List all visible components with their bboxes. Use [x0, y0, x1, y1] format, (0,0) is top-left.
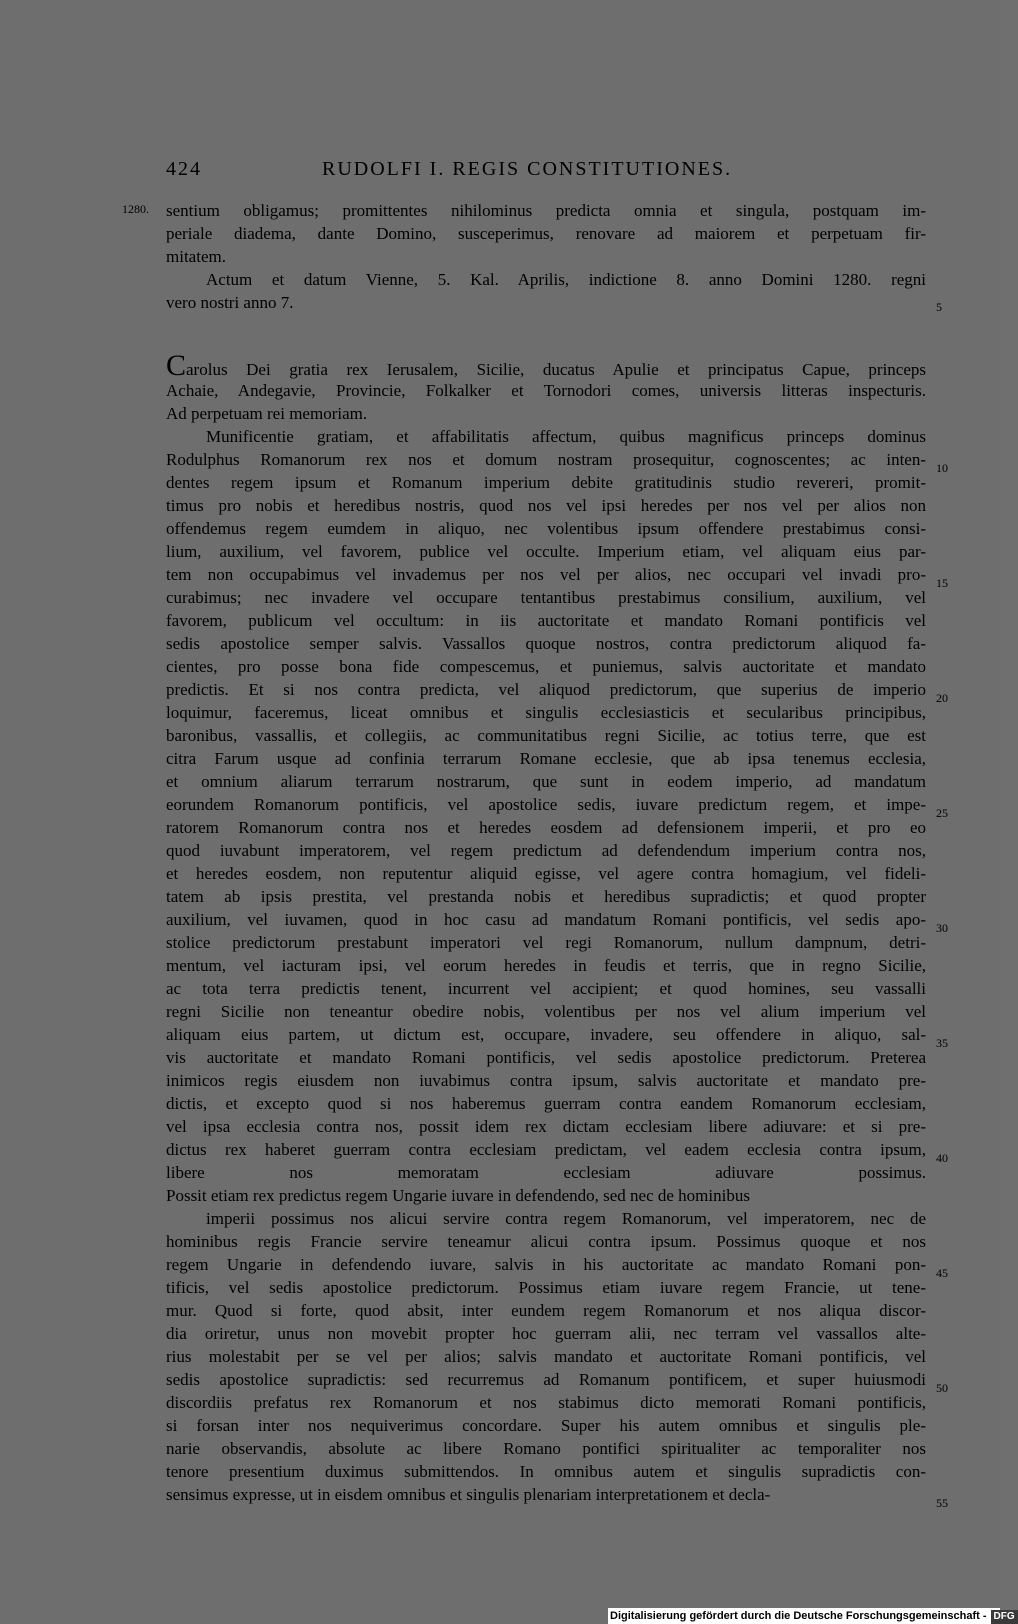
- digitization-footer: [608, 1608, 1015, 1624]
- line-number: 25: [936, 806, 948, 820]
- text-line: imperii possimus nos alicui servire contra regem Romanorum, vel imperatorem, nec de: [206, 1209, 926, 1228]
- text-line-body: arolus Dei gratia rex Ierusalem, Sicilie, ducatus Apulie et principatus Capue, princeps: [186, 360, 926, 379]
- text-line: mitatem.: [166, 247, 226, 266]
- text-line: libere nos memoratam ecclesiam adiuvare possimus.: [166, 1163, 926, 1182]
- page-header: [166, 158, 926, 186]
- footer-text: Digitalisierung gefördert durch die Deutsche Forschungsgemeinschaft -: [610, 1610, 987, 1622]
- text-line: sedis apostolice semper salvis. Vassallos quoque nostros, contra predictorum aliquod fa-: [166, 634, 926, 653]
- text-line: dentes regem ipsum et Romanum imperium debite gratitudinis studio revereri, promit-: [166, 473, 926, 492]
- text-line: et heredes eosdem, non reputentur aliquid egisse, vel agere contra homagium, vel fideli-: [166, 864, 926, 883]
- text-block-2: [166, 349, 926, 1506]
- text-line: favorem, publicum vel occultum: in iis auctoritate et mandato Romani pontificis vel: [166, 611, 926, 630]
- text-line: dia oriretur, unus non movebit propter hoc guerram alii, nec terram vel vassallos alte-: [166, 1324, 926, 1343]
- text-line: tificis, vel sedis apostolice predictorum. Possimus etiam iuvare regem Francie, ut tene-: [166, 1278, 926, 1297]
- text-line: loquimur, faceremus, liceat omnibus et singulis ecclesiasticis et secularibus principibus,: [166, 703, 926, 722]
- text-line: mur. Quod si forte, quod absit, inter eundem regem Romanorum et nos aliqua discor-: [166, 1301, 926, 1320]
- text-line: dictis, et excepto quod si nos haberemus guerram contra eandem Romanorum ecclesiam,: [166, 1094, 926, 1113]
- line-number: 30: [936, 921, 948, 935]
- line-number: 50: [936, 1381, 948, 1395]
- text-line: Actum et datum Vienne, 5. Kal. Aprilis, indictione 8. anno Domini 1280. regni: [206, 270, 926, 289]
- text-line: citra Farum usque ad confinia terrarum Romane ecclesie, que ab ipsa tenemus ecclesia,: [166, 749, 926, 768]
- text-line: mentum, vel iacturam ipsi, vel eorum heredes in feudis et terris, que in regno Sicilie,: [166, 956, 926, 975]
- line-number: 5: [936, 300, 942, 314]
- text-line: cientes, pro posse bona fide compescemus, et puniemus, salvis auctoritate et mandato: [166, 657, 926, 676]
- text-line: vel ipsa ecclesia contra nos, possit idem rex dictam ecclesiam libere adiuvare: et si pre-: [166, 1117, 926, 1136]
- line-number: 20: [936, 691, 948, 705]
- text-line: quod iuvabunt imperatorem, vel regem predictum ad defendendum imperium contra nos,: [166, 841, 926, 860]
- text-block-1: [166, 199, 926, 314]
- text-line: regni Sicilie non teneantur obedire nobis, volentibus per nos vel alium imperium vel: [166, 1002, 926, 1021]
- text-line: tem non occupabimus vel invademus per nos vel per alios, nec occupari vel invadi pro-: [166, 565, 926, 584]
- text-line: baronibus, vassallis, et collegiis, ac communitatibus regni Sicilie, ac totius terre, que est: [166, 726, 926, 745]
- text-line: Achaie, Andegavie, Provincie, Folkalker et Tornodori comes, universis litteras inspecturis.: [166, 381, 926, 400]
- text-line: ratorem Romanorum contra nos et heredes eosdem ad defensionem imperii, et pro eo: [166, 818, 926, 837]
- dfg-logo: DFG: [991, 1610, 1018, 1624]
- text-line: hominibus regis Francie servire teneamur alicui contra ipsum. Possimus quoque et nos: [166, 1232, 926, 1251]
- text-line: periale diadema, dante Domino, susceperimus, renovare ad maiorem et perpetuam fir-: [166, 224, 926, 243]
- running-head: RUDOLFI I. REGIS CONSTITUTIONES.: [322, 158, 733, 180]
- text-line: stolice predictorum prestabunt imperatori vel regi Romanorum, nullum dampnum, detri-: [166, 933, 926, 952]
- text-line: inimicos regis eiusdem non iuvabimus contra ipsum, salvis auctoritate et mandato pre-: [166, 1071, 926, 1090]
- text-line: discordiis prefatus rex Romanorum et nos stabimus dicto memorati Romani pontificis,: [166, 1393, 926, 1412]
- text-line: auxilium, vel iuvamen, quod in hoc casu ad mandatum Romani pontificis, vel sedis apo-: [166, 910, 926, 929]
- line-number: 10: [936, 461, 948, 475]
- text-line: curabimus; nec invadere vel occupare tentantibus prestabimus consilium, auxilium, vel: [166, 588, 926, 607]
- text-line: lium, auxilium, vel favorem, publice vel occulte. Imperium etiam, vel aliquam eius par-: [166, 542, 926, 561]
- line-number: 15: [936, 576, 948, 590]
- line-number: 40: [936, 1151, 948, 1165]
- text-line: tenore presentium duximus submittendos. In omnibus autem et singulis supradictis con-: [166, 1462, 926, 1481]
- text-line: aliquam eius partem, ut dictum est, occupare, invadere, seu offendere in aliquo, sal-: [166, 1025, 926, 1044]
- text-line: dictus rex haberet guerram contra ecclesiam predictam, vel eadem ecclesia contra ipsum,: [166, 1140, 926, 1159]
- text-line: ac tota terra predictis tenent, incurrent vel accipient; et quod homines, seu vassalli: [166, 979, 926, 998]
- text-line: Munificentie gratiam, et affabilitatis affectum, quibus magnificus princeps dominus: [206, 427, 926, 446]
- text-line: tatem ab ipsis prestita, vel prestanda nobis et heredibus supradictis; et quod propter: [166, 887, 926, 906]
- text-line: offendemus regem eumdem in aliquo, nec volentibus ipsum offendere prestabimus consi-: [166, 519, 926, 538]
- text-line: sensimus expresse, ut in eisdem omnibus et singulis plenariam interpretationem et decla-: [166, 1485, 771, 1504]
- line-number: 45: [936, 1266, 948, 1280]
- text-line: Possit etiam rex predictus regem Ungarie iuvare in defendendo, sed nec de hominibus: [166, 1186, 750, 1205]
- text-line: si forsan inter nos nequiverimus concordare. Super his autem omnibus et singulis ple-: [166, 1416, 926, 1435]
- text-line: timus pro nobis et heredibus nostris, quod nos vel ipsi heredes per nos vel per alios non: [166, 496, 926, 515]
- text-line: et omnium aliarum terrarum nostrarum, que sunt in eodem imperio, ad mandatum: [166, 772, 926, 791]
- text-line: regem Ungarie in defendendo iuvare, salvis in his auctoritate ac mandato Romani pon-: [166, 1255, 926, 1274]
- text-line: vero nostri anno 7.: [166, 293, 294, 312]
- text-line: eorundem Romanorum pontificis, vel apostolice sedis, iuvare predictum regem, et impe-: [166, 795, 926, 814]
- text-line: predictis. Et si nos contra predicta, vel aliquod predictorum, que superius de imperio: [166, 680, 926, 699]
- text-line: narie observandis, absolute ac libere Romano pontifici spiritualiter ac temporaliter nos: [166, 1439, 926, 1458]
- margin-year: 1280.: [122, 202, 149, 216]
- text-line: sentium obligamus; promittentes nihilominus predicta omnia et singula, postquam im-: [166, 201, 926, 220]
- text-line: rius molestabit per se vel per alios; salvis mandato et auctoritate Romani pontificis, vel: [166, 1347, 926, 1366]
- line-number: 35: [936, 1036, 948, 1050]
- line-number: 55: [936, 1496, 948, 1510]
- page-number: 424: [166, 158, 202, 180]
- text-line: [166, 349, 926, 382]
- drop-capital: C: [166, 349, 187, 382]
- text-line: vis auctoritate et mandato Romani pontificis, vel sedis apostolice predictorum. Preterea: [166, 1048, 926, 1067]
- text-line: Rodulphus Romanorum rex nos et domum nostram prosequitur, cognoscentes; ac inten-: [166, 450, 926, 469]
- text-line: Ad perpetuam rei memoriam.: [166, 404, 368, 423]
- text-line: sedis apostolice supradictis: sed recurremus ad Romanum pontificem, et super huiusmodi: [166, 1370, 926, 1389]
